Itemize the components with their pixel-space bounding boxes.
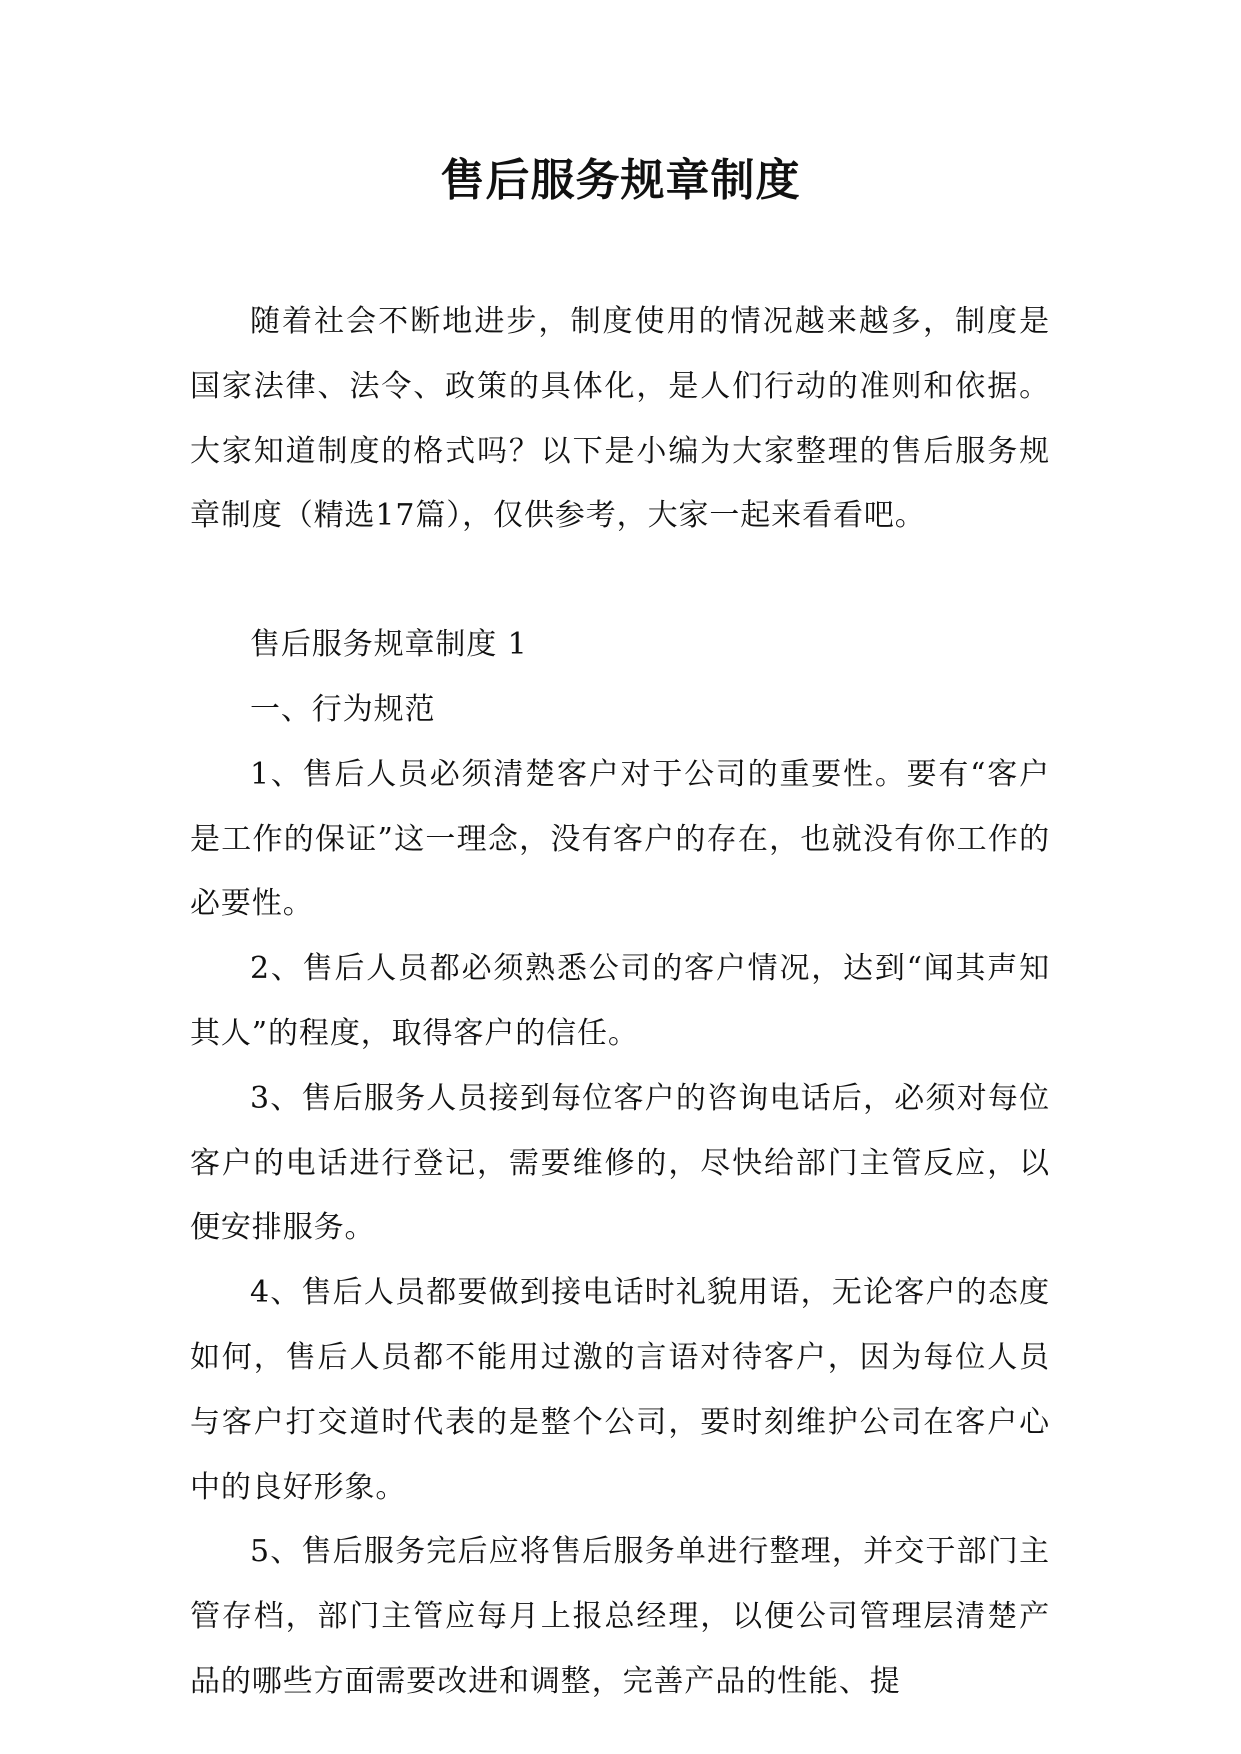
- list-item: 2、售后人员都必须熟悉公司的客户情况，达到“闻其声知其人”的程度，取得客户的信任。: [190, 951, 1050, 1051]
- list-item: 5、售后服务完后应将售后服务单进行整理，并交于部门主管存档，部门主管应每月上报总经理，以便公司管理层清楚产品的哪些方面需要改进和调整，完善产品的性能、提: [190, 1534, 1050, 1699]
- subsection-title: 一、行为规范: [250, 691, 436, 727]
- list-item: 3、售后服务人员接到每位客户的咨询电话后，必须对每位客户的电话进行登记，需要维修的，尽快给部门主管反应，以便安排服务。: [190, 1080, 1050, 1246]
- intro-paragraph: 随着社会不断地进步，制度使用的情况越来越多，制度是国家法律、法令、政策的具体化，是人们行动的准则和依据。大家知道制度的格式吗？以下是小编为大家整理的售后服务规章制度（精选17篇），仅供参考，大家一起来看看吧。: [190, 304, 1050, 534]
- section-title: 售后服务规章制度 1: [250, 627, 528, 663]
- document-title: 售后服务规章制度: [440, 155, 801, 206]
- list-item: 4、售后人员都要做到接电话时礼貌用语，无论客户的态度如何，售后人员都不能用过激的言语对待客户，因为每位人员与客户打交道时代表的是整个公司，要时刻维护公司在客户心中的良好形象。: [190, 1275, 1050, 1505]
- list-item: 1、售后人员必须清楚客户对于公司的重要性。要有“客户是工作的保证”这一理念，没有客户的存在，也就没有你工作的必要性。: [190, 756, 1050, 922]
- document-body: [190, 290, 1050, 1715]
